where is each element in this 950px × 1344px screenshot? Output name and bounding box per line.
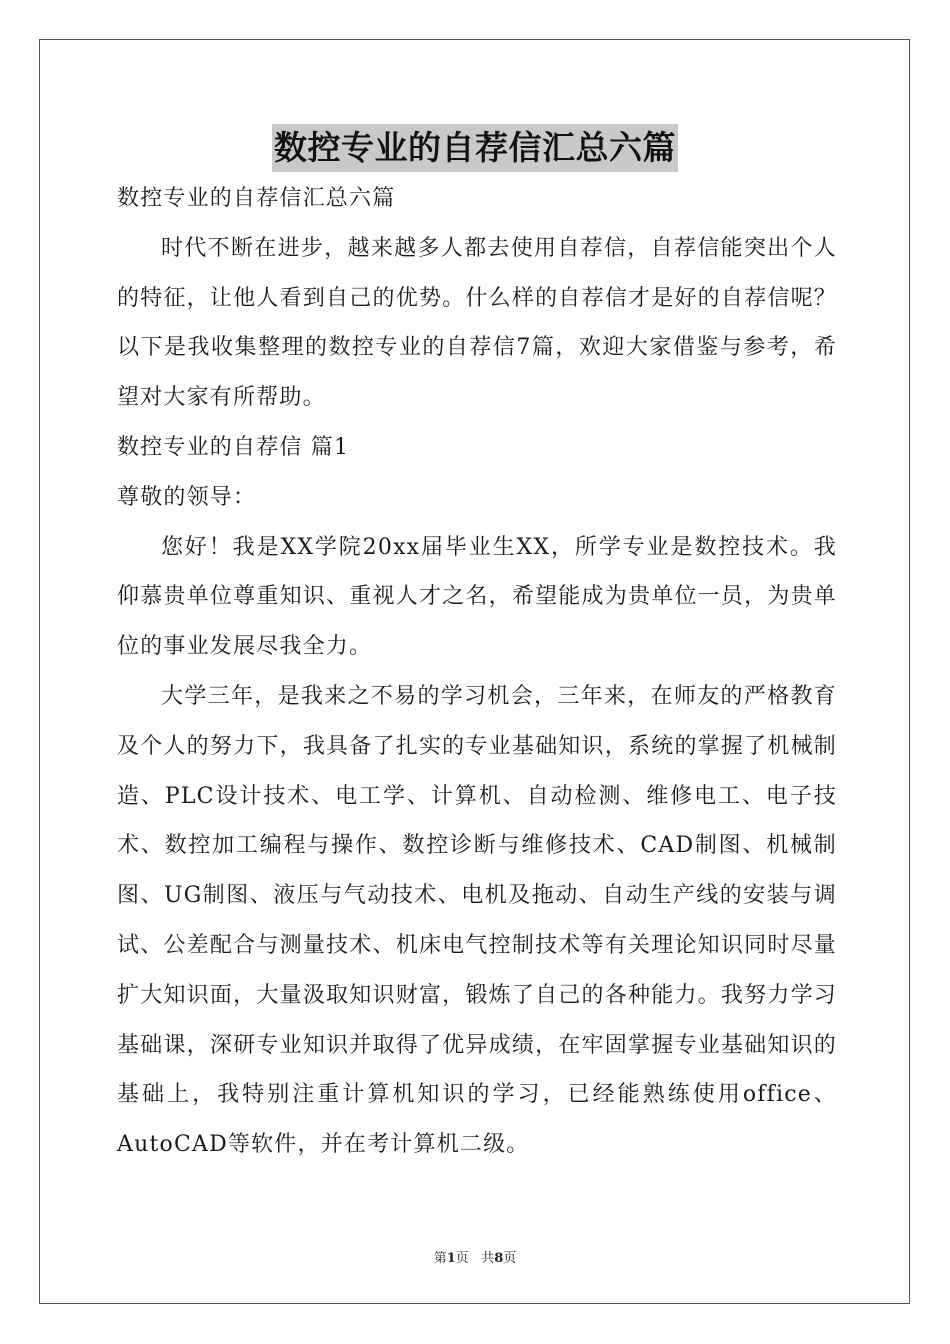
total-prefix: 共 <box>481 1251 495 1266</box>
intro-paragraph: 时代不断在进步，越来越多人都去使用自荐信，自荐信能突出个人的特征，让他人看到自己的优势。什么样的自荐信才是好的自荐信呢？以下是我收集整理的数控专业的自荐信7篇，欢迎大家借鉴与参考，希望对大家有所帮助。 <box>117 235 837 411</box>
page-prefix: 第 <box>433 1251 447 1266</box>
body-paragraph: 大学三年，是我来之不易的学习机会，三年来，在师友的严格教育及个人的努力下，我具备了扎实的专业基础知识，系统的掌握了机械制造、PLC设计技术、电工学、计算机、自动检测、维修电工、电子技术、数控加工编程与操作、数控诊断与维修技术、CAD制图、机械制图、UG制图、液压与气动技术、电机及拖动、自动生产线的安装与调试、公差配合与测量技术、机床电气控制技术等有关理论知识同时尽量扩大知识面，大量汲取知识财富，锻炼了自己的各种能力。我努力学习基础课，深研专业知识并取得了优异成绩，在牢固掌握专业基础知识的基础上，我特别注重计算机知识的学习，已经能熟练使用office、AutoCAD等软件，并在考计算机二级。 <box>117 683 837 1158</box>
section-heading: 数控专业的自荐信 篇1 <box>117 434 350 460</box>
page-suffix: 页 <box>455 1251 469 1266</box>
total-pages: 8 <box>494 1251 504 1266</box>
total-suffix: 页 <box>503 1251 517 1266</box>
page-number: 1 <box>446 1251 456 1266</box>
subtitle-line: 数控专业的自荐信汇总六篇 <box>117 186 396 211</box>
document-body <box>117 174 837 1170</box>
page-footer <box>0 1247 950 1266</box>
body-paragraph: 您好！我是XX学院20xx届毕业生XX，所学专业是数控技术。我仰慕贵单位尊重知识、重视人才之名，希望能成为贵单位一员，为贵单位的事业发展尽我全力。 <box>117 534 837 660</box>
title-container <box>0 124 950 172</box>
document-title: 数控专业的自荐信汇总六篇 <box>272 124 678 172</box>
salutation: 尊敬的领导： <box>117 484 257 510</box>
